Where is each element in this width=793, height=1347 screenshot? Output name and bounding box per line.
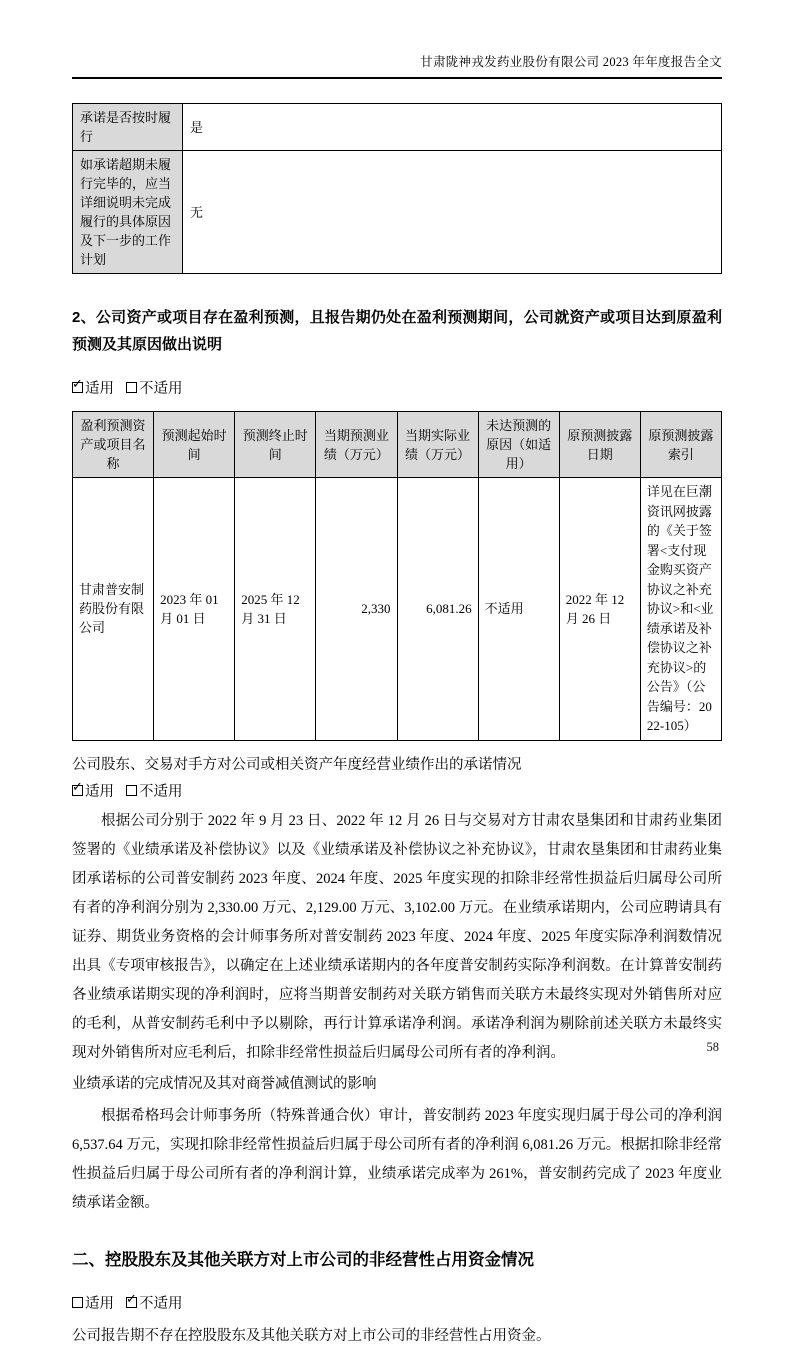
goodwill-impairment-subheading: 业绩承诺的完成情况及其对商誉减值测试的影响: [72, 1075, 377, 1092]
table-header-row: [73, 412, 722, 478]
checkbox-unchecked-icon: [126, 785, 137, 796]
col-header-start: 预测起始时间: [154, 412, 235, 478]
cell-disclosure-date: 2022 年 12 月 26 日: [559, 478, 640, 741]
checkbox-unchecked-icon: [126, 382, 137, 393]
checkbox-checked-icon: [72, 376, 83, 393]
cell-asset-name: 甘肃普安制药股份有限公司: [73, 478, 154, 741]
profit-forecast-table: [72, 411, 722, 741]
table-row: [73, 478, 722, 741]
commitment-completion-paragraph: 根据希格玛会计师事务所（特殊普通合伙）审计，普安制药 2023 年度实现归属于母公司的净利润 6,537.64 万元，实现扣除非经常性损益后归属于母公司所有者的净利润 6,081.26 万元。根据扣除非经常性损益后归属于母公司所有者的净利润计算，业绩承诺完成率为 261%，普安制药完成了 2023 年度业绩承诺金额。: [72, 1107, 722, 1211]
commitment-overdue-label: 如承诺超期未履行完毕的，应当详细说明未完成履行的具体原因及下一步的工作计划: [73, 151, 183, 274]
applicable-label: 适用: [85, 380, 114, 397]
check-mark-icon: ✓: [72, 780, 83, 795]
check-mark-icon: ✓: [126, 1292, 137, 1307]
shareholder-commitment-intro: 公司股东、交易对手方对公司或相关资产年度经营业绩作出的承诺情况: [72, 756, 522, 773]
cell-start-date: 2023 年 01 月 01 日: [154, 478, 235, 741]
cell-reason-not-met: 不适用: [478, 478, 559, 741]
page-number: 58: [706, 1040, 719, 1054]
col-header-disclosure-index: 原预测披露索引: [640, 412, 721, 478]
commitment-ontime-value: 是: [183, 104, 722, 151]
profit-forecast-heading: 2、公司资产或项目存在盈利预测，且报告期仍处在盈利预测期间，公司就资产或项目达到原盈利预测及其原因做出说明: [72, 309, 722, 353]
section-two-statement: 公司报告期不存在控股股东及其他关联方对上市公司的非经营性占用资金。: [72, 1327, 551, 1344]
document-page: [72, 0, 722, 1347]
table-row: [73, 151, 722, 274]
cell-end-date: 2025 年 12 月 31 日: [235, 478, 316, 741]
applicable-label: 适用: [85, 784, 114, 800]
col-header-reason: 未达预测的原因（如适用）: [478, 412, 559, 478]
checkbox-unchecked-icon: [72, 1297, 83, 1308]
checkbox-checked-icon: [72, 780, 83, 796]
checkbox-checked-icon: [126, 1292, 137, 1308]
not-applicable-label: 不适用: [139, 784, 183, 800]
commitment-ontime-label: 承诺是否按时履行: [73, 104, 183, 151]
section-two-applicability: [72, 1294, 722, 1312]
section-two-heading: 二、控股股东及其他关联方对上市公司的非经营性占用资金情况: [72, 1250, 534, 1269]
cell-actual-performance: 6,081.26: [397, 478, 478, 741]
report-header-title: 甘肃陇神戎发药业股份有限公司 2023 年年度报告全文: [72, 52, 722, 79]
col-header-disclosure-date: 原预测披露日期: [559, 412, 640, 478]
not-applicable-label: 不适用: [139, 1296, 183, 1312]
profit-forecast-applicability: [72, 378, 722, 396]
cell-disclosure-index: 详见在巨潮资讯网披露的《关于签署<支付现金购买资产协议之补充协议>和<业绩承诺及补偿协议之补充协议>的公告》（公告编号：2022-105）: [640, 478, 721, 741]
commitment-status-table: [72, 103, 722, 274]
shareholder-commitment-applicability: [72, 782, 722, 800]
col-header-end: 预测终止时间: [235, 412, 316, 478]
not-applicable-label: 不适用: [139, 380, 183, 397]
col-header-actual: 当期实际业绩（万元）: [397, 412, 478, 478]
cell-forecast-performance: 2,330: [316, 478, 397, 741]
commitment-overdue-value: 无: [183, 151, 722, 274]
applicable-label: 适用: [85, 1296, 114, 1312]
col-header-forecast: 当期预测业绩（万元）: [316, 412, 397, 478]
commitment-agreement-paragraph: 根据公司分别于 2022 年 9 月 23 日、2022 年 12 月 26 日与交易对方甘肃农垦集团和甘肃药业集团签署的《业绩承诺及补偿协议》以及《业绩承诺及补偿协议之补充协议》，甘肃农垦集团和甘肃药业集团承诺标的公司普安制药 2023 年度、2024 年度、2025 年度实现的扣除非经常性损益后归属母公司所有者的净利润分别为 2,330.00 万元、2,129.00 万元、3,102.00 万元。在业绩承诺期内，公司应聘请具有证券、期货业务资格的会计师事务所对普安制药 2023 年度、2024 年度、2025 年度实际净利润数情况出具《专项审核报告》，以确定在上述业绩承诺期内的各年度普安制药实际净利润数。在计算普安制药各业绩承诺期实现的净利润时，应将当期普安制药对关联方销售而关联方未最终实现对外销售所对应的毛利，从普安制药毛利中予以剔除，再行计算承诺净利润。承诺净利润为剔除前述关联方未最终实现对外销售所对应毛利后，扣除非经常性损益后归属母公司所有者的净利润。: [72, 812, 722, 1061]
check-mark-icon: ✓: [72, 376, 83, 392]
table-row: [73, 104, 722, 151]
col-header-asset: 盈利预测资产或项目名称: [73, 412, 154, 478]
